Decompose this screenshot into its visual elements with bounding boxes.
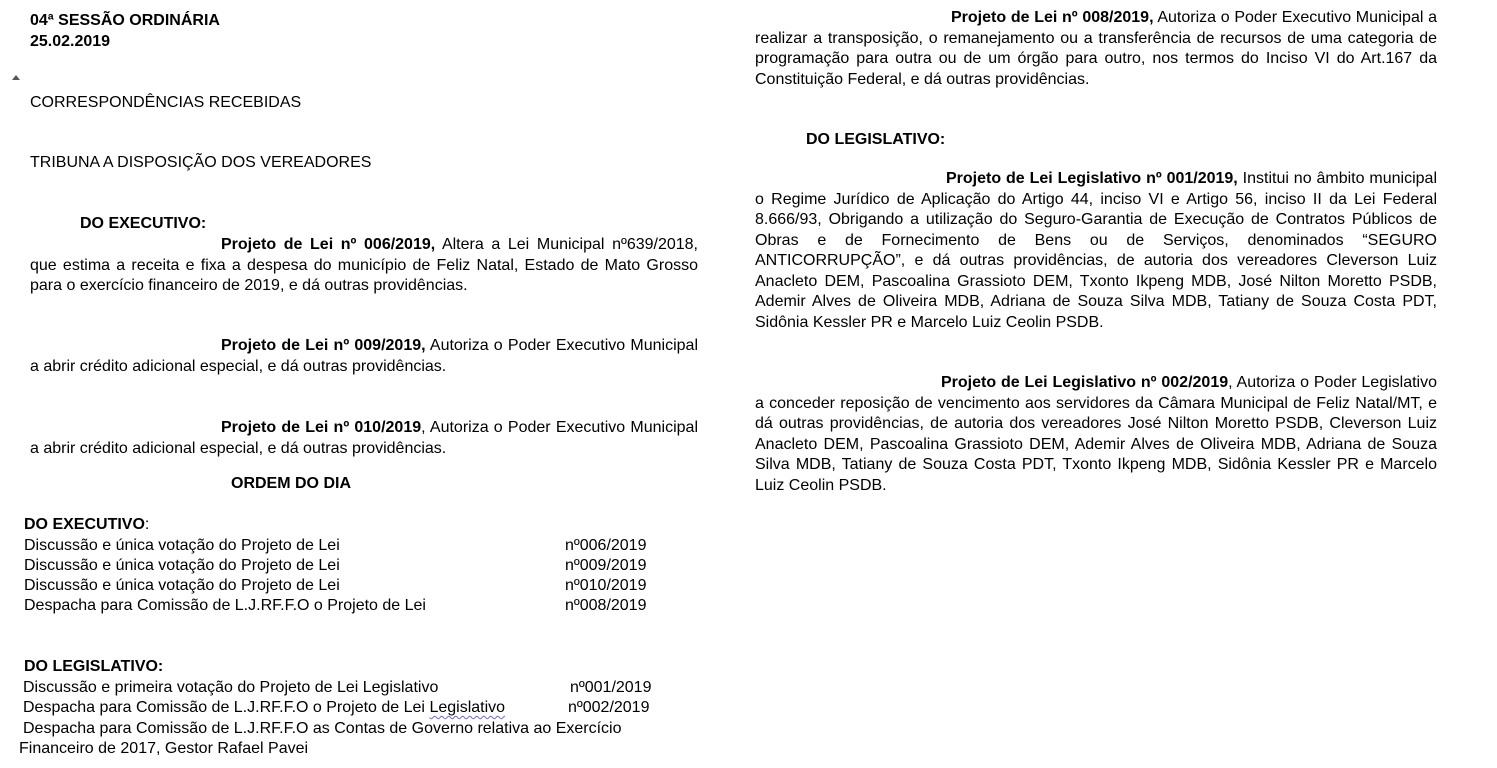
ordem-do-dia-heading: ORDEM DO DIA (231, 475, 351, 492)
item-text: Altera a Lei Municipal nº639/2018, que estima a receita e fixa a despesa do município de Feliz Natal, Estado de Mato Grosso para o exercício financeiro de 2019, e dá outras providências. (30, 236, 698, 294)
list-item-number: nº006/2019 (565, 537, 647, 554)
item-title: Projeto de Lei Legislativo nº 002/2019 (941, 374, 1229, 391)
item-title: Projeto de Lei nº 008/2019, (951, 9, 1154, 26)
list-item: Despacha para Comissão de L.J.RF.F.O o Projeto de Lei (24, 597, 426, 614)
correspondencias-heading: CORRESPONDÊNCIAS RECEBIDAS (30, 94, 302, 111)
list-item-continuation: Financeiro de 2017, Gestor Rafael Pavei (19, 740, 309, 757)
item-text: Autoriza o Poder Executivo Municipal a abrir crédito adicional especial, e dá outras providências. (30, 337, 698, 375)
list-item-number: nº002/2019 (568, 699, 650, 716)
list-item: Despacha para Comissão de L.J.RF.F.O o Projeto de Lei Legislativo (23, 699, 506, 716)
session-title: 04ª SESSÃO ORDINÁRIA (30, 12, 220, 29)
executivo-item-3 (30, 418, 698, 459)
spellcheck-underline: Legislativo (429, 699, 506, 716)
session-date: 25.02.2019 (30, 33, 111, 50)
list-item-number: nº001/2019 (570, 679, 652, 696)
list-item-number: nº010/2019 (565, 577, 647, 594)
executivo-heading: DO EXECUTIVO: (80, 215, 207, 232)
list-item: Despacha para Comissão de L.J.RF.F.O as Contas de Governo relativa ao Exercício (23, 720, 622, 737)
list-item-number: nº009/2019 (565, 557, 647, 574)
item-title: Projeto de Lei nº 010/2019 (221, 419, 422, 436)
item-text: Institui no âmbito municipal o Regime Jurídico de Aplicação do Artigo 44, inciso VI e Artigo 56, inciso II da Lei Federal 8.666/93, Obrigando a utilização do Seguro-Garantia de Execução de Contratos Públicos de Obras e de Fornecimento de Bens ou de Serviços, denominados “SEGURO ANTICORRUPÇÃO”, e dá outras providências, de autoria dos vereadores Cleverson Luiz Anacleto DEM, Pascoalina Grassioto DEM, Txonto Ikpeng MDB, José Nilton Moretto PSDB, Ademir Alves de Oliveira MDB, Adriana de Souza Silva MDB, Tatiany de Souza Costa PDT, Sidônia Kessler PR e Marcelo Luiz Ceolin PSDB. (755, 170, 1437, 331)
item-text: , Autoriza o Poder Legislativo a conceder reposição de vencimento aos servidores da Câmara Municipal de Feliz Natal/MT, e dá outras providências, de autoria dos vereadores José Nilton Moretto PSDB, Cleverson Luiz Anacleto DEM, Pascoalina Grassioto DEM, Ademir Alves de Oliveira MDB, Adriana de Souza Silva MDB, Tatiany de Souza Costa PDT, Txonto Ikpeng MDB, Sidônia Kessler PR e Marcelo Luiz Ceolin PSDB. (755, 374, 1438, 494)
pl008-paragraph (755, 8, 1437, 90)
list-item-number: nº008/2019 (565, 597, 647, 614)
pll001-paragraph (755, 169, 1437, 333)
ordem-legislativo-heading: DO LEGISLATIVO: (24, 658, 164, 675)
item-title: Projeto de Lei nº 009/2019, (221, 337, 426, 354)
item-text: , Autoriza o Poder Executivo Municipal a abrir crédito adicional especial, e dá outras providências. (30, 419, 699, 457)
ordem-executivo-heading: DO EXECUTIVO: (24, 516, 150, 533)
tribuna-heading: TRIBUNA A DISPOSIÇÃO DOS VEREADORES (30, 154, 372, 171)
item-title: Projeto de Lei Legislativo nº 001/2019, (946, 170, 1238, 187)
pll002-paragraph (755, 373, 1437, 496)
paragraph-anchor-icon (12, 75, 20, 80)
item-text: Autoriza o Poder Executivo Municipal a realizar a transposição, o remanejamento ou a transferência de recursos de uma categoria de programação para outra ou de um órgão para outro, nos termos do Inciso VI do Art.167 da Constituição Federal, e dá outras providências. (755, 9, 1437, 88)
executivo-item-2 (30, 336, 698, 377)
right-legislativo-heading: DO LEGISLATIVO: (806, 131, 946, 148)
list-item: Discussão e única votação do Projeto de Lei (24, 537, 340, 554)
list-item: Discussão e única votação do Projeto de Lei (24, 577, 340, 594)
executivo-item-1 (30, 235, 698, 297)
item-title: Projeto de Lei nº 006/2019, (221, 236, 436, 253)
list-item: Discussão e única votação do Projeto de Lei (24, 557, 340, 574)
list-item: Discussão e primeira votação do Projeto de Lei Legislativo (23, 679, 439, 696)
